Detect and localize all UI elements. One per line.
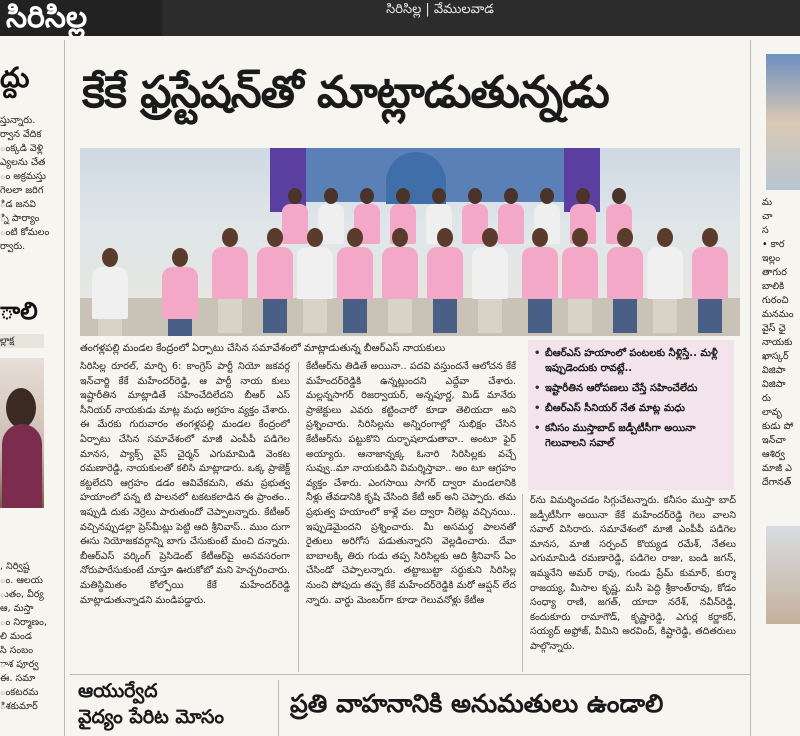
text-line: ఆ, మస్తా	[0, 603, 34, 614]
text-line: ఇల్లం	[762, 253, 781, 264]
person-figure	[605, 228, 645, 336]
text-line: మనమం	[762, 309, 794, 320]
text-line: మాజీ ఎ	[762, 463, 792, 474]
text-line: ుతం, వీర్య	[0, 589, 44, 600]
text-line: ర్వాన వేదిక	[0, 129, 42, 140]
headline-line: వైద్యం పేరిట మోసం	[78, 706, 224, 728]
column-divider	[298, 362, 299, 672]
person-figure	[470, 228, 510, 336]
highlight-item: • బీఆర్ఎస్ హయాంలో పంటలకు నీళ్లిస్తే.. మళ్లీ ఇప్పుడెందుకు రావట్లే..	[534, 346, 728, 376]
highlights-box	[528, 340, 734, 490]
section-divider	[70, 674, 750, 675]
text-line: బాలికి	[762, 281, 785, 292]
text-line: లావృ	[762, 407, 782, 418]
text-line: ంకటరమ	[0, 687, 39, 698]
text-line: ాశ పూర్వ	[0, 659, 39, 670]
left-text-block-2	[0, 560, 64, 714]
text-line: ్ని పార్యాం	[0, 213, 40, 224]
left-subhead-fragment: ాలి	[0, 297, 38, 325]
text-line: ంక్కడి వెళ్లి	[0, 143, 44, 154]
highlight-item: • ఇష్టారీతిన ఆరోపణలు చేస్తే సహించేలేదు	[534, 381, 728, 396]
text-line: స్తున్నారు.	[0, 115, 36, 126]
text-line: ఖాస్కర్	[762, 351, 789, 362]
text-line: గురంచి	[762, 295, 789, 306]
person-figure	[335, 228, 375, 336]
text-line: , నిర్విష్ట	[0, 561, 30, 572]
main-headline: కేకే ఫ్రస్టేషన్‌తో మాట్లాడుతున్నడు	[82, 67, 609, 118]
person-figure	[690, 228, 730, 336]
bottom-main-headline: ప్రతి వాహనానికి అనుమతులు ఉండాలి	[290, 689, 664, 718]
headline-line: ఆయుర్వేద	[78, 680, 158, 702]
text-line: దేగానత్	[762, 477, 792, 488]
person-figure	[210, 228, 250, 336]
person-figure	[425, 228, 465, 336]
text-line: ంటి కోమలం	[0, 227, 50, 238]
column-divider	[278, 680, 279, 736]
text-line: కుడు పో	[762, 421, 794, 432]
news-photo	[80, 148, 740, 336]
right-photo-2	[766, 526, 800, 624]
text-line: తాగుర	[762, 267, 787, 278]
text-line: ఈ. సమా	[0, 673, 36, 684]
text-line: విజిపా	[762, 379, 786, 390]
highlight-item: • బీఆర్ఎస్ సీనియర్ నేత మాట్ల మధు	[534, 401, 728, 416]
text-line: వైస్ ఛై	[762, 323, 786, 334]
text-line: ిడ జనవి	[0, 199, 36, 210]
article-column-3: ర్‌ను విమర్శించడం సిగ్గుచేటన్నారు. కనీసం ముస్తా బాద్ జడ్పీటీసీగా అయినా కేకే మహేందర్‌రెడ్డి గెలు వాలని సవాల్ విసిరారు. సమావేశంలో మాజీ ఎంపీపీ పడిగెల మానస, మాజీ సర్పంచ్ కొయ్యడ రమేశ్, నేతలు ఎగుమామిడి రమణారెడ్డి, పడిగెల రాజు, బండి జగన్, ఇమ్మనేని అమర్ రావు, గుండు ప్రేమ్ కుమార్, కుర్మా రాజయ్య, మీసాల కృష్ణ, మసీ పెద్ది శ్రీకాంత్‌రావు, కోడం సంధ్యా రాణి, జగత్, యాదా నరేశ్, నవీన్‌రెడ్డి, కందుకూరు రామాగౌడ్, కృష్ణారెడ్డి, ఎగుర్ల కర్ణాకర్, సయ్యద్ అఫ్రోజ్, వీమిని అరవింద్, కిష్టారెడ్డి, తదితరులు పాల్గొన్నారు.	[530, 495, 736, 652]
right-text-block	[762, 196, 800, 490]
left-subhead-tag: ల్లాక్ష	[0, 334, 44, 348]
text-line: ఇన్‌చా	[762, 435, 786, 446]
edition-label: సిరిసిల్ల | వేములవాడ	[386, 2, 494, 17]
text-line: మ	[762, 197, 773, 208]
photo-people	[80, 148, 740, 336]
right-column-article	[752, 36, 800, 736]
article-column-1: సిరిసిల్ల రూరల్, మార్చి 6: కాంగ్రెస్ పార్టీ నియో జకవర్గ ఇన్‌చార్జి కేకే మహేందర్‌రెడ్డి, ఆ పార్టీ నాయ కులు ఇష్టారీతిన మాట్లాడితే సహించేదిలేదని బీఆర్ ఎస్ సీనియర్ నాయకుడు మాట్ల మధు ఆగ్రహం వ్యక్తం చేశారు. ఈ మేరకు గురువారం తంగళ్లపల్లి మండల కేంద్రంలో ఏర్పాటు చేసిన సమావేశంలో మాజీ ఎంపీపీ పడిగెల మానస, ప్యాక్స్ వైస్ చైర్మన్ ఎగుమామిడి వెంకట రమణారెడ్డి, నాయకులతో కలిసి మాట్లాడారు. ఒక్క ప్రాజెక్ట్ కట్టలేదని ఆగ్రహం డడం ఆవివేకమని, తమ ప్రభుత్వ హయాంలో పన్న టి పాలనలో టకటకలాడిన ఈ ప్రాంతం.. ఇప్పుడి దుకు నెర్రెలు పారుతుందో చెప్పాలన్నారు. కేటీఆర్ వచ్చినప్పుడల్లా ప్రెస్‌మీట్లు పెట్టి ఆది శ్రీనివాస్.. ముం దుగా ఈసు నియోజకవర్గాన్ని బాగు చేసుకుంటే మంచి దన్నారు. బీఆర్ఎస్ వర్కింగ్ ప్రెసిడెంట్ కేటీఆర్‌పై అనవసరంగా నోరుపారేసుకుంటే చూస్తూ ఊరుకోబో మని హెచ్చరించారు. మతిస్థిమితం కోల్పోయి కేకే మహేందర్‌రెడ్డి మాట్లాడుతున్నాడని మండిపడ్డారు.	[80, 361, 290, 606]
text-line: స	[762, 225, 769, 236]
text-line: • కార	[762, 239, 785, 250]
column-divider	[750, 40, 751, 736]
left-headline-fragment: ద్దు	[0, 61, 30, 94]
text-line: నాయకు	[762, 337, 793, 348]
masthead-logo: సిరిసిల్ల	[0, 0, 162, 36]
left-photo	[0, 358, 44, 508]
person-figure	[90, 248, 130, 336]
left-text-block	[0, 114, 64, 254]
left-column-article	[0, 36, 64, 736]
text-line: ఆశిర్వ	[762, 449, 785, 460]
column-divider	[64, 40, 65, 736]
text-line: ం నిర్మాణం,	[0, 617, 47, 628]
text-line: ం అక్రమస్తు	[0, 171, 46, 182]
text-line: ఎ్యలను చేత	[0, 157, 46, 168]
person-figure	[645, 228, 685, 336]
article-column-2: కేటీఆర్‌ను తిడితే అయినా.. పదవి వస్తుందనే ఆలోచన కేకే మహేందర్‌రెడ్డికి ఉన్నట్లుందని ఎద్దేవా చేశారు. మల్లన్నసాగర్ రిజర్వాయర్, అన్నపూర్ణ, మిడ్ మానేరు ప్రాజెక్టులు ఎవరు కట్టించారో కూడా తెలియదా అని ప్రశ్నించారు. సిరిసిల్లను అన్నిరంగాల్లో సుభిక్షం చేసిన కేటీఆర్‌ను పట్టుకొని దుర్భాషలాడుతావా.. అంటూ ఫైర్ అయ్యారు. ఆనాజాన్నక్క ఓనారి సిరిసిల్లకు వచ్చే సువ్వు..మా నాయకుడిని విమర్శిస్తావా.. అం టూ ఆగ్రహం వ్యక్తం చేశారు. ఎంగసాయి సాగర్ ద్వారా మండలానికి నీళ్లు తేవడానికి కృషి చేసింది కేటీ ఆర్ అని చెప్పారు. తమ ప్రభుత్వ హయాంలో కాళ్లే వల ద్వారా నీలెట్ల వచ్చినయి.. ఇప్పుడెమైందని ప్రశ్నించారు. మీ అసమర్థ పాలనతో రైతులు అరిగోస పడుతున్నారని వెల్లడించారు. దేవా బాబాలక్కి తిరు గుడు తప్ప సిరిసిల్లకు ఆది శ్రీనివాస్ ఏం చేసిండో చెప్పాలన్నారు. తట్టాబుట్టా సర్దుకుని సిరిసిల్ల నుంచి పోపుదు తప్ప కేకే మహేందర్‌రెడ్డికి మరో ఆప్షన్ లేద న్నారు. వార్డు మెంబర్‌గా కూడా గెలువనోళ్లు కేటీఆ	[306, 361, 516, 606]
text-line: చా	[762, 211, 773, 222]
column-divider	[522, 494, 523, 672]
text-line: ిశకుమార్	[0, 701, 38, 712]
text-line: ర్వారు.	[0, 241, 26, 252]
text-line: ం. ఆలయ	[0, 575, 43, 586]
person-figure	[295, 228, 335, 336]
person-figure	[255, 228, 295, 336]
text-line: గెలలా జరిగ	[0, 185, 44, 196]
person-figure	[160, 248, 200, 336]
text-line: విజిపా	[762, 365, 786, 376]
text-line: లి మండ	[0, 631, 32, 642]
text-line: రు	[762, 393, 771, 404]
right-photo	[766, 54, 800, 190]
photo-caption: తంగళ్లపల్లి మండల కేంద్రంలో ఏర్పాటు చేసిన సమావేశంలో మాట్లాడుతున్న బీఆర్ఎస్ నాయకులు	[80, 343, 446, 354]
highlight-item: • కనీసం ముస్తాబాద్ జడ్పీటీసీగా అయినా గెలువాలని సవాల్	[534, 421, 728, 451]
person-figure	[520, 228, 560, 336]
person-figure	[560, 228, 600, 336]
bottom-left-headline	[78, 678, 268, 736]
person-figure	[380, 228, 420, 336]
text-line: సి సంబం	[0, 645, 34, 656]
